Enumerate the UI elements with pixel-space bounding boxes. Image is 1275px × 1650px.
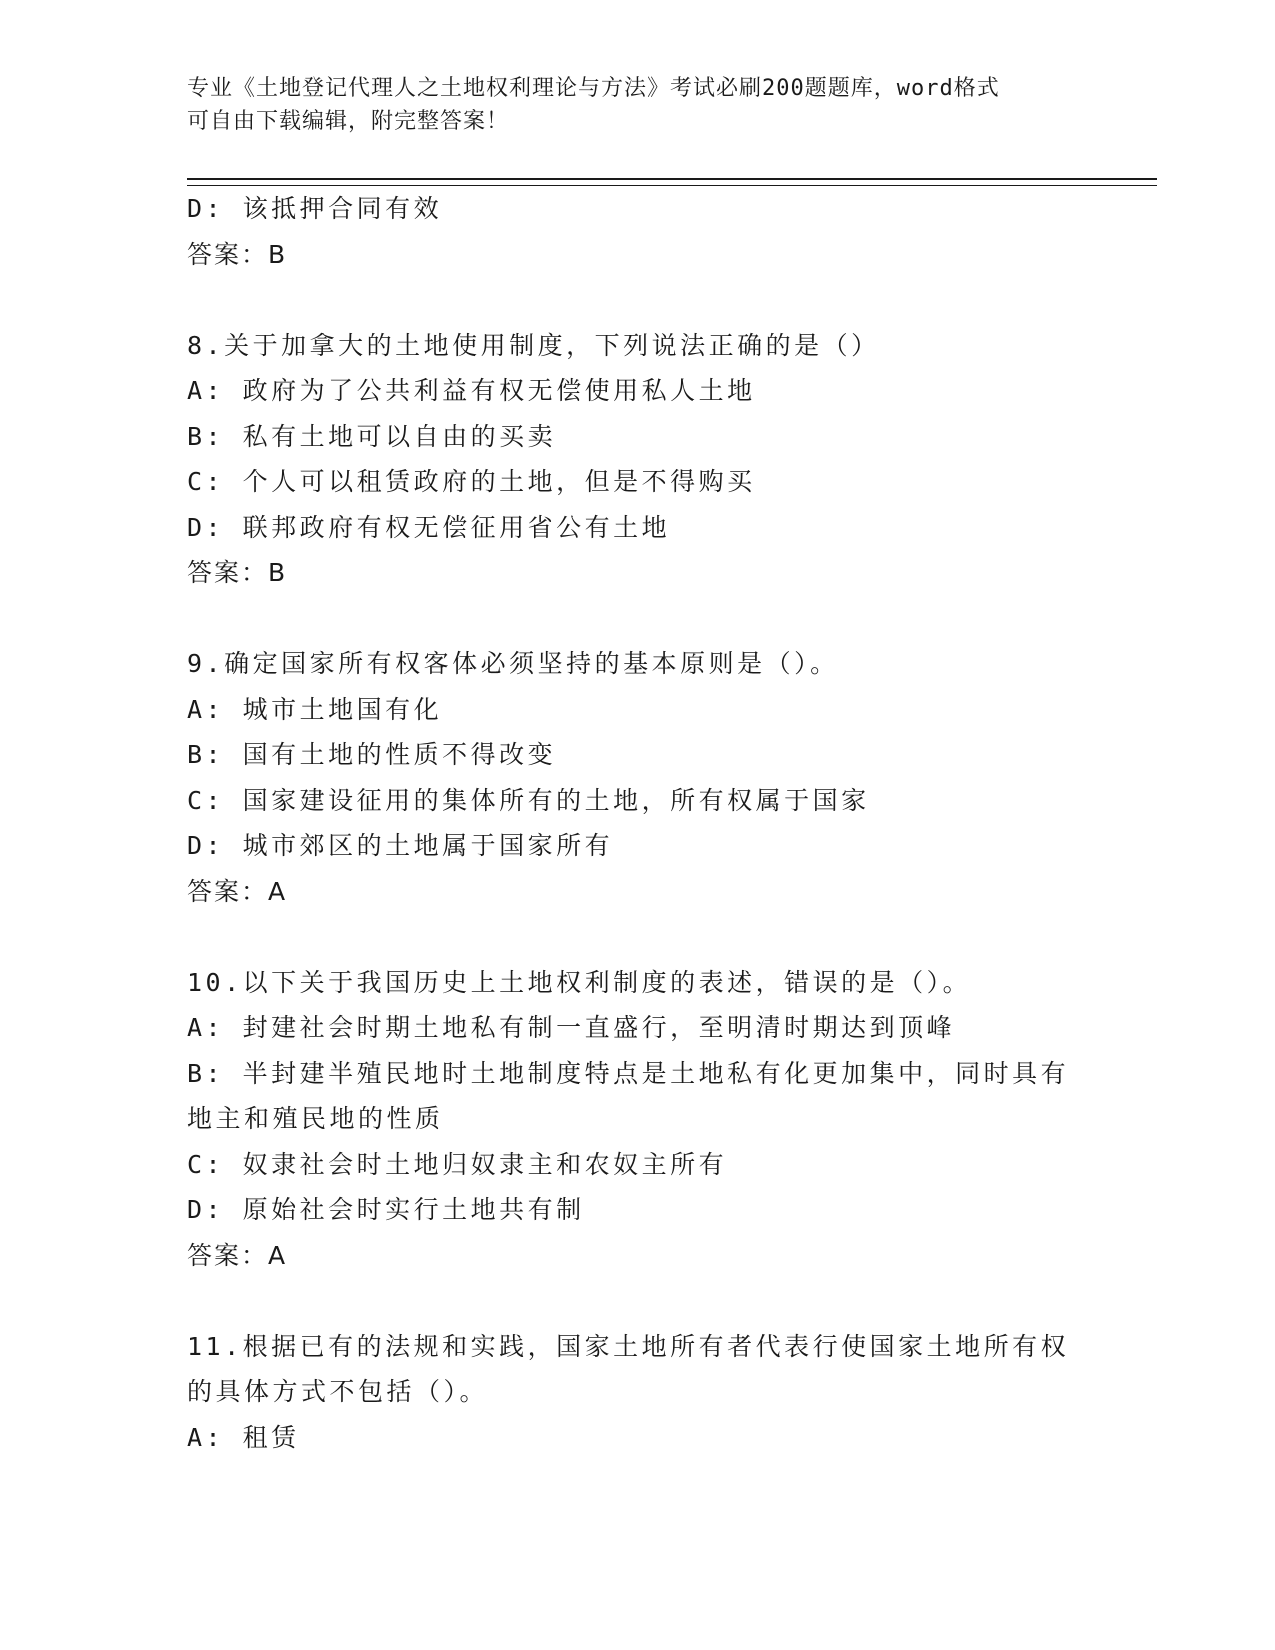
- q9-option-d: D: 城市郊区的土地属于国家所有: [187, 831, 614, 860]
- question-10: [187, 960, 1117, 1279]
- q8-answer: 答案：B: [187, 558, 288, 587]
- question-7-tail: [187, 186, 1117, 277]
- q8-option-b: B: 私有土地可以自由的买卖: [187, 421, 557, 451]
- q9-option-b: B: 国有土地的性质不得改变: [187, 740, 557, 769]
- header-title-line-1: 专业《土地登记代理人之土地权利理论与方法》考试必刷200题题库，word格式: [187, 76, 1000, 101]
- q10-option-b-line-1: B: 半封建半殖民地时土地制度特点是土地私有化更加集中，同时具有: [187, 1058, 1070, 1088]
- question-content: [187, 186, 1117, 1460]
- q9-option-c: C: 国家建设征用的集体所有的土地，所有权属于国家: [187, 785, 870, 815]
- q11-stem-line-1: 11.根据已有的法规和实践，国家土地所有者代表行使国家土地所有权: [187, 1331, 1070, 1361]
- q11-option-a: A: 租赁: [187, 1422, 300, 1452]
- q10-stem: 10.以下关于我国历史上土地权利制度的表述，错误的是（）。: [187, 967, 972, 997]
- q10-option-d: D: 原始社会时实行土地共有制: [187, 1195, 585, 1224]
- q9-stem: 9.确定国家所有权客体必须坚持的基本原则是（）。: [187, 649, 839, 678]
- q10-option-a: A: 封建社会时期土地私有制一直盛行，至明清时期达到顶峰: [187, 1013, 956, 1042]
- spacer: [187, 277, 1117, 323]
- q11-stem-line-2: 的具体方式不包括（）。: [187, 1377, 489, 1406]
- q8-stem: 8.关于加拿大的土地使用制度，下列说法正确的是（）: [187, 330, 880, 360]
- spacer: [187, 914, 1117, 960]
- spacer: [187, 1278, 1117, 1324]
- q8-option-a: A: 政府为了公共利益有权无偿使用私人土地: [187, 376, 756, 405]
- q7-option-d: D: 该抵押合同有效: [187, 194, 443, 223]
- q10-option-c: C: 奴隶社会时土地归奴隶主和农奴主所有: [187, 1149, 728, 1179]
- q7-answer: 答案：B: [187, 239, 288, 269]
- q9-answer: 答案：A: [187, 876, 288, 906]
- header-divider: [187, 178, 1157, 186]
- q8-option-c: C: 个人可以租赁政府的土地，但是不得购买: [187, 467, 756, 496]
- spacer: [187, 596, 1117, 642]
- question-8: [187, 323, 1117, 596]
- question-9: [187, 641, 1117, 914]
- header-title-line-2: 可自由下载编辑，附完整答案！: [187, 109, 510, 134]
- document-header: [187, 72, 1067, 138]
- q9-option-a: A: 城市土地国有化: [187, 694, 443, 724]
- q8-option-d: D: 联邦政府有权无偿征用省公有土地: [187, 512, 671, 542]
- q10-answer: 答案：A: [187, 1240, 288, 1270]
- question-11: [187, 1324, 1117, 1461]
- q10-option-b-line-2: 地主和殖民地的性质: [187, 1104, 444, 1133]
- document-page: [187, 0, 1157, 1650]
